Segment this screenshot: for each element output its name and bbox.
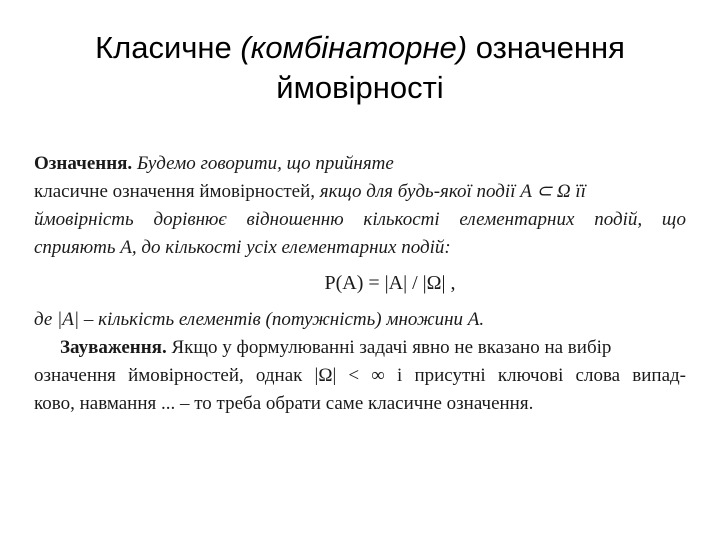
- probability-formula: P(A) = |A| / |Ω| ,: [324, 272, 456, 294]
- title-line-2: ймовірності: [276, 70, 444, 105]
- definition-text-1: Будемо говорити, що прийняте: [132, 153, 394, 174]
- slide-title: [40, 28, 680, 108]
- title-part-1: Класичне: [95, 30, 241, 65]
- title-part-2-italic: (комбінаторне): [240, 30, 468, 65]
- remark-text-1: Якщо у формулюванні задачі явно не вказано на вибір: [166, 337, 612, 358]
- definition-line-4: сприяють A, до кількості усіх елементарних подій:: [34, 237, 451, 258]
- remark-label: Зауваження.: [60, 337, 167, 358]
- definition-text-block: [34, 150, 686, 418]
- where-line: де |A| – кількість елементів (потужність) множини A.: [34, 309, 485, 330]
- definition-text-2a: класичне означення ймовірностей,: [34, 181, 315, 202]
- remark-line-3: ково, навмання ... – то треба обрати саме класичне означення.: [34, 393, 534, 414]
- title-line-1: [40, 28, 680, 68]
- definition-text-2b: якщо для будь-якої події A ⊂ Ω її: [314, 181, 586, 202]
- remark-line-2: означення ймовірностей, однак |Ω| < ∞ і присутні ключові слова випад-: [34, 365, 686, 386]
- definition-line-3: ймовірність дорівнює відношенню кількості елементарних подій, що: [34, 209, 686, 230]
- definition-line-2: [34, 178, 686, 206]
- definition-label: Означення.: [34, 153, 133, 174]
- definition-line-1: [34, 150, 686, 178]
- title-part-3: означення: [467, 30, 625, 65]
- remark-line-1: [34, 334, 686, 362]
